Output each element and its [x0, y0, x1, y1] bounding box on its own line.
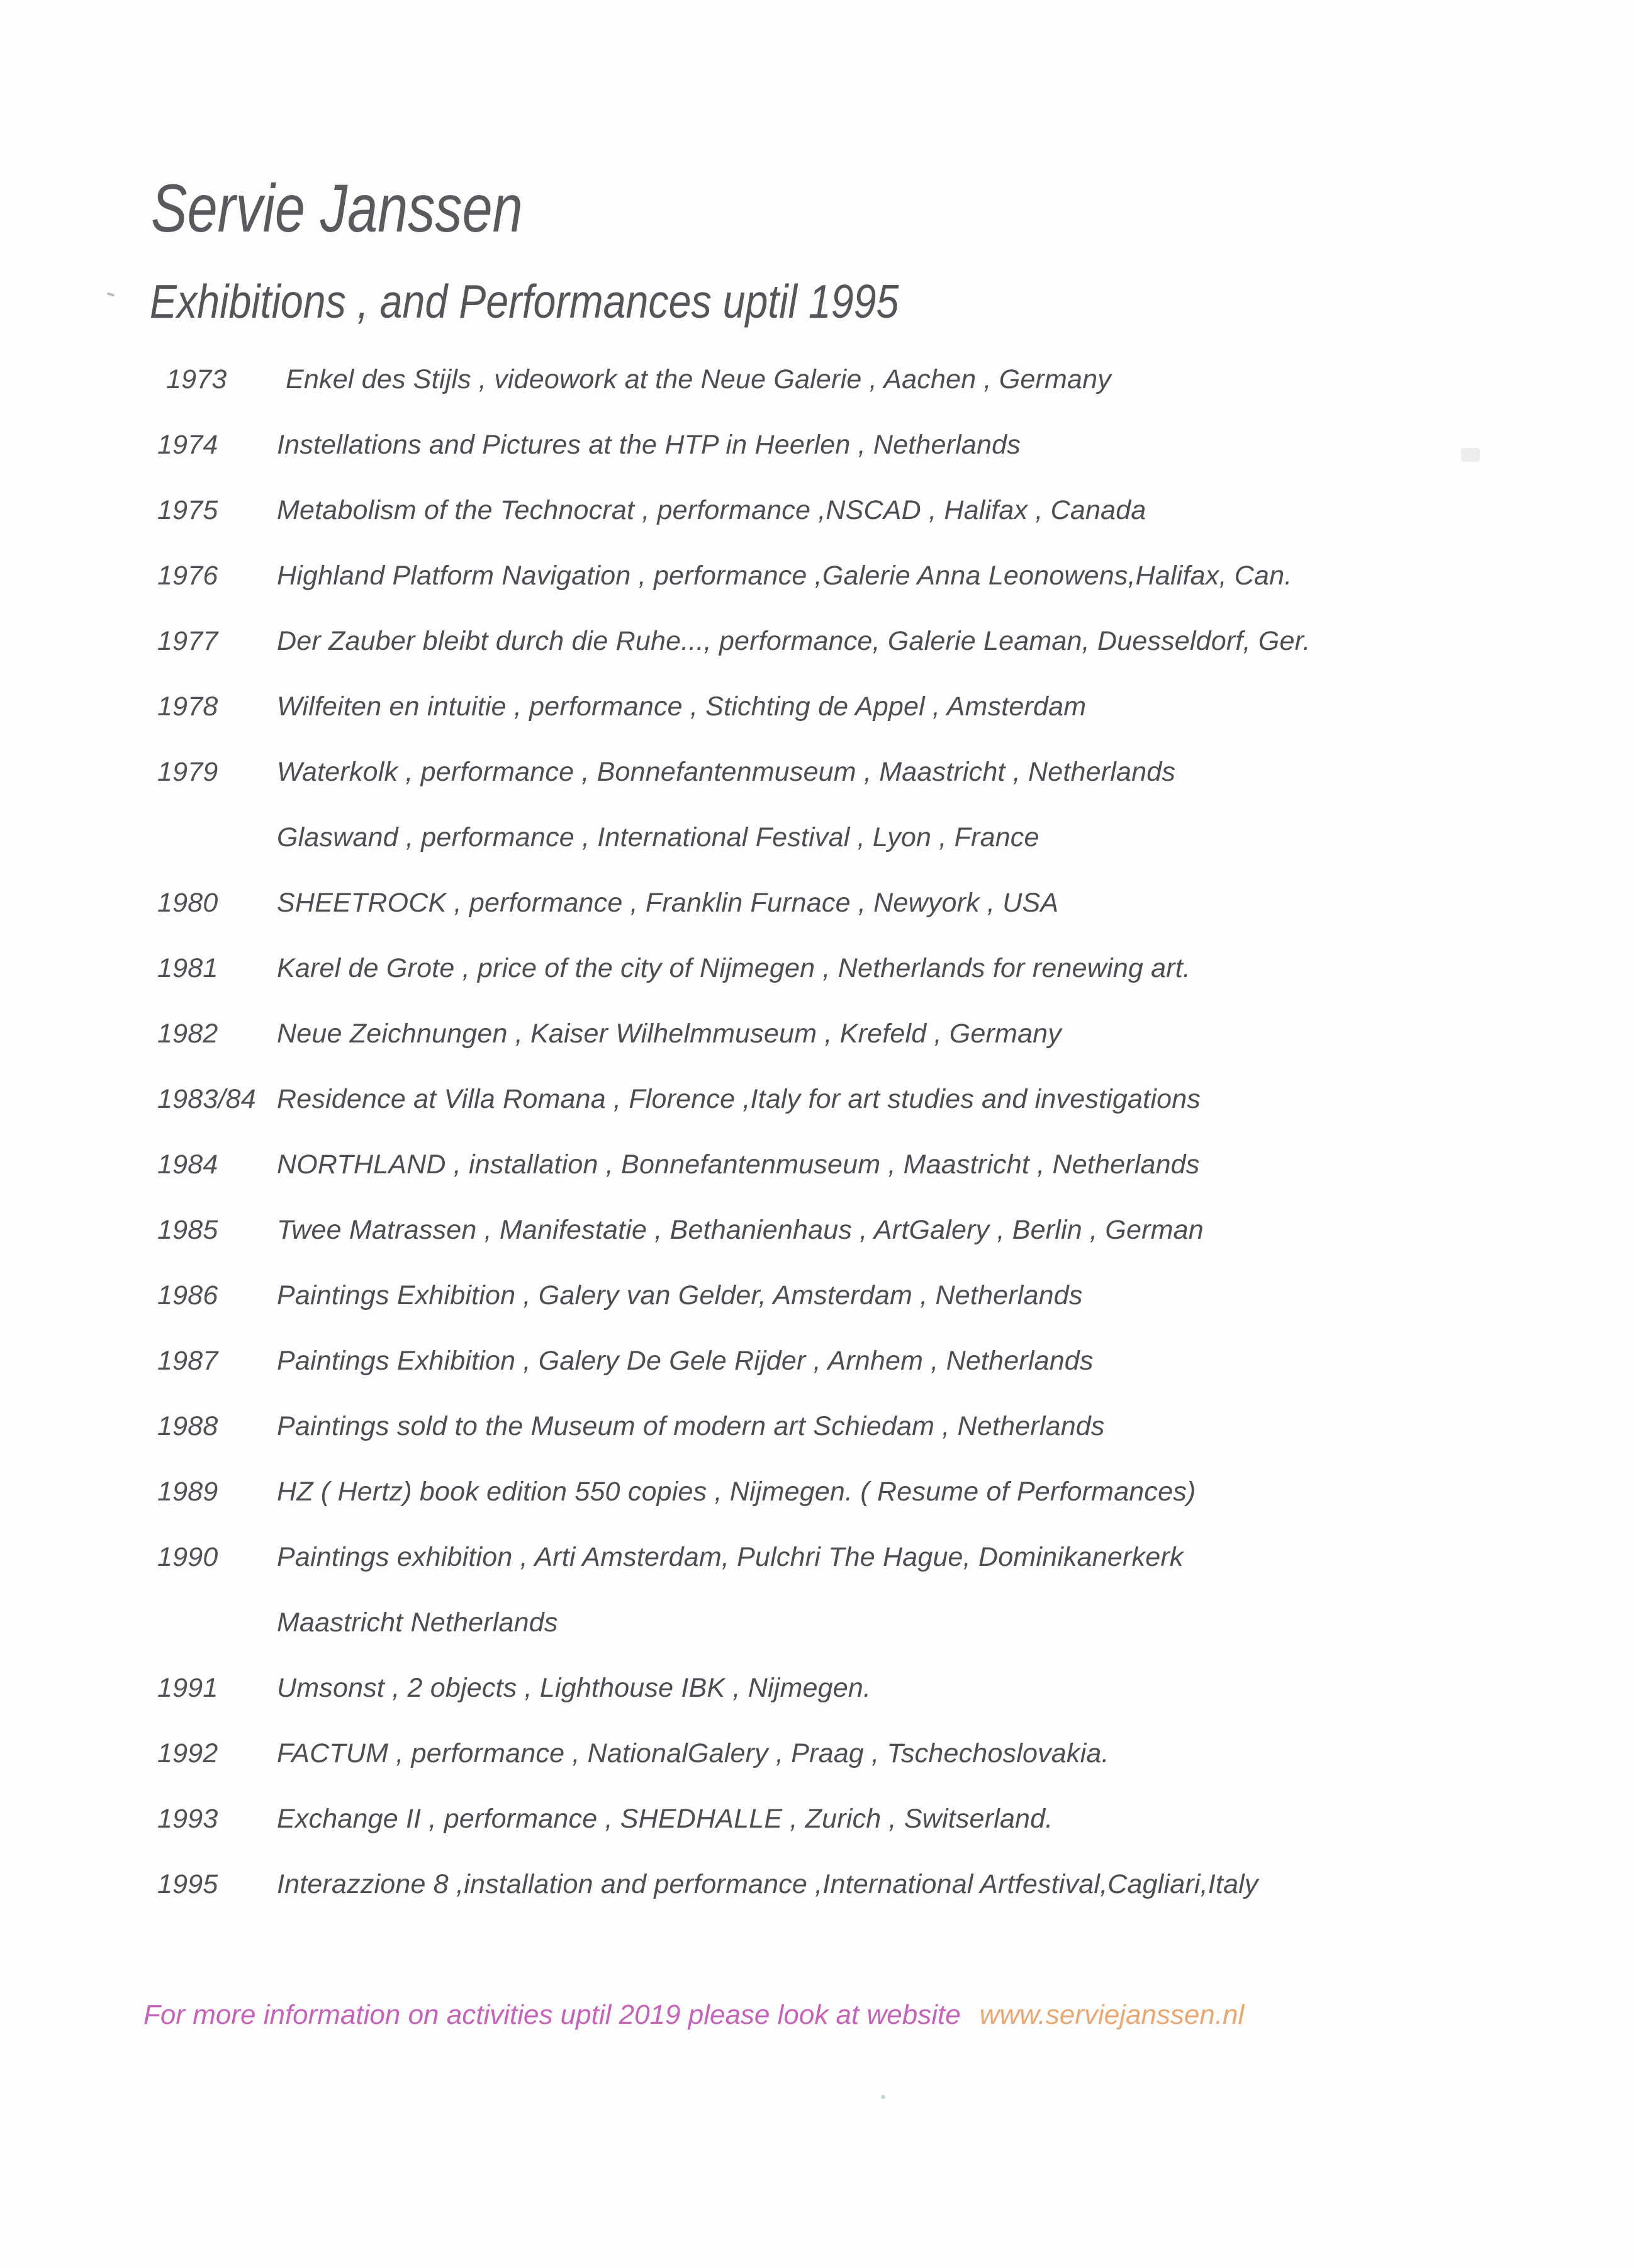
list-item: [0, 870, 1636, 936]
entry-text: Paintings Exhibition , Galery De Gele Rijder , Arnhem , Netherlands: [277, 1345, 1094, 1376]
entry-year: 1982: [157, 1018, 218, 1049]
page-title: [151, 169, 615, 247]
list-item: [0, 1852, 1636, 1917]
footer-message: For more information on activities uptil 2019 please look at website: [143, 1999, 961, 2030]
list-item: [0, 1655, 1636, 1721]
entry-year: 1989: [157, 1476, 218, 1507]
page-title-text: Servie Janssen: [151, 170, 523, 246]
entry-text: Interazzione 8 ,installation and performance ,International Artfestival,Cagliari,Italy: [277, 1869, 1258, 1899]
entry-year: 1974: [157, 429, 218, 460]
entry-text: Glaswand , performance , International Festival , Lyon , France: [277, 822, 1039, 852]
entry-year: 1995: [157, 1869, 218, 1899]
list-item: [0, 478, 1636, 543]
entry-year: 1990: [157, 1541, 218, 1572]
entry-text: Paintings sold to the Museum of modern art Schiedam , Netherlands: [277, 1411, 1105, 1441]
list-item: [0, 1328, 1636, 1394]
list-item: [0, 739, 1636, 805]
entry-year: 1986: [157, 1280, 218, 1310]
list-item: [0, 1786, 1636, 1852]
list-item: [0, 608, 1636, 674]
entry-text: Instellations and Pictures at the HTP in Heerlen , Netherlands: [277, 429, 1021, 460]
list-item-continuation: [0, 805, 1636, 870]
list-item: [0, 1394, 1636, 1459]
entry-text: Residence at Villa Romana , Florence ,Italy for art studies and investigations: [277, 1083, 1201, 1114]
list-item: [0, 1524, 1636, 1590]
footer-website-text: www.serviejanssen.nl: [979, 1999, 1245, 2030]
list-item: [0, 1001, 1636, 1066]
entry-year: 1978: [157, 691, 218, 722]
list-item: [0, 412, 1636, 478]
entry-text: SHEETROCK , performance , Franklin Furnace , Newyork , USA: [277, 887, 1059, 918]
entry-year: 1985: [157, 1214, 218, 1245]
entry-year: 1980: [157, 887, 218, 918]
entry-text: Maastricht Netherlands: [277, 1607, 558, 1638]
entry-text: Paintings exhibition , Arti Amsterdam, Pulchri The Hague, Dominikanerkerk: [277, 1541, 1184, 1572]
page-subtitle: [150, 274, 1021, 328]
entry-text: NORTHLAND , installation , Bonnefantenmuseum , Maastricht , Netherlands: [277, 1149, 1200, 1180]
entry-text: FACTUM , performance , NationalGalery , Praag , Tschechoslovakia.: [277, 1738, 1109, 1768]
exhibitions-list: [0, 347, 1636, 1917]
list-item: [0, 1132, 1636, 1197]
entry-year: 1984: [157, 1149, 218, 1180]
entry-text: Enkel des Stijls , videowork at the Neue Galerie , Aachen , Germany: [286, 364, 1111, 394]
list-item: [0, 1721, 1636, 1786]
entry-text: Der Zauber bleibt durch die Ruhe..., performance, Galerie Leaman, Duesseldorf, Ger.: [277, 625, 1311, 656]
scan-artifact: [881, 2095, 885, 2099]
list-item-continuation: [0, 1590, 1636, 1655]
entry-year: 1975: [157, 494, 218, 525]
entry-text: Karel de Grote , price of the city of Nijmegen , Netherlands for renewing art.: [277, 952, 1191, 983]
list-item: [0, 674, 1636, 739]
entry-text: Metabolism of the Technocrat , performance ,NSCAD , Halifax , Canada: [277, 494, 1146, 525]
scan-artifact: [107, 292, 115, 297]
list-item: [0, 1197, 1636, 1263]
entry-text: Highland Platform Navigation , performance ,Galerie Anna Leonowens,Halifax, Can.: [277, 560, 1292, 591]
list-item: [0, 1066, 1636, 1132]
entry-text: Waterkolk , performance , Bonnefantenmuseum , Maastricht , Netherlands: [277, 756, 1176, 787]
entry-text: Wilfeiten en intuitie , performance , Stichting de Appel , Amsterdam: [277, 691, 1087, 722]
list-item: [0, 1459, 1636, 1524]
entry-year: 1976: [157, 560, 218, 591]
page-subtitle-text: Exhibitions , and Performances uptil 1995: [150, 275, 899, 328]
entry-year: 1987: [157, 1345, 218, 1376]
list-item: [0, 936, 1636, 1001]
entry-year: 1993: [157, 1803, 218, 1834]
entry-year: 1977: [157, 625, 218, 656]
list-item: [0, 347, 1636, 412]
entry-text: Paintings Exhibition , Galery van Gelder, Amsterdam , Netherlands: [277, 1280, 1083, 1310]
entry-year: 1992: [157, 1738, 218, 1768]
entry-year: 1979: [157, 756, 218, 787]
entry-text: Umsonst , 2 objects , Lighthouse IBK , Nijmegen.: [277, 1672, 871, 1703]
entry-year: 1973: [166, 364, 227, 394]
entry-year: 1991: [157, 1672, 218, 1703]
entry-text: Exchange II , performance , SHEDHALLE , Zurich , Switserland.: [277, 1803, 1053, 1834]
entry-year: 1983/84: [157, 1083, 256, 1114]
entry-text: Neue Zeichnungen , Kaiser Wilhelmmuseum , Krefeld , Germany: [277, 1018, 1062, 1049]
entry-text: HZ ( Hertz) book edition 550 copies , Nijmegen. ( Resume of Performances): [277, 1476, 1196, 1507]
list-item: [0, 543, 1636, 608]
entry-year: 1988: [157, 1411, 218, 1441]
entry-year: 1981: [157, 952, 218, 983]
entry-text: Twee Matrassen , Manifestatie , Bethanienhaus , ArtGalery , Berlin , German: [277, 1214, 1204, 1245]
footer-note: [143, 1999, 1244, 2031]
list-item: [0, 1263, 1636, 1328]
